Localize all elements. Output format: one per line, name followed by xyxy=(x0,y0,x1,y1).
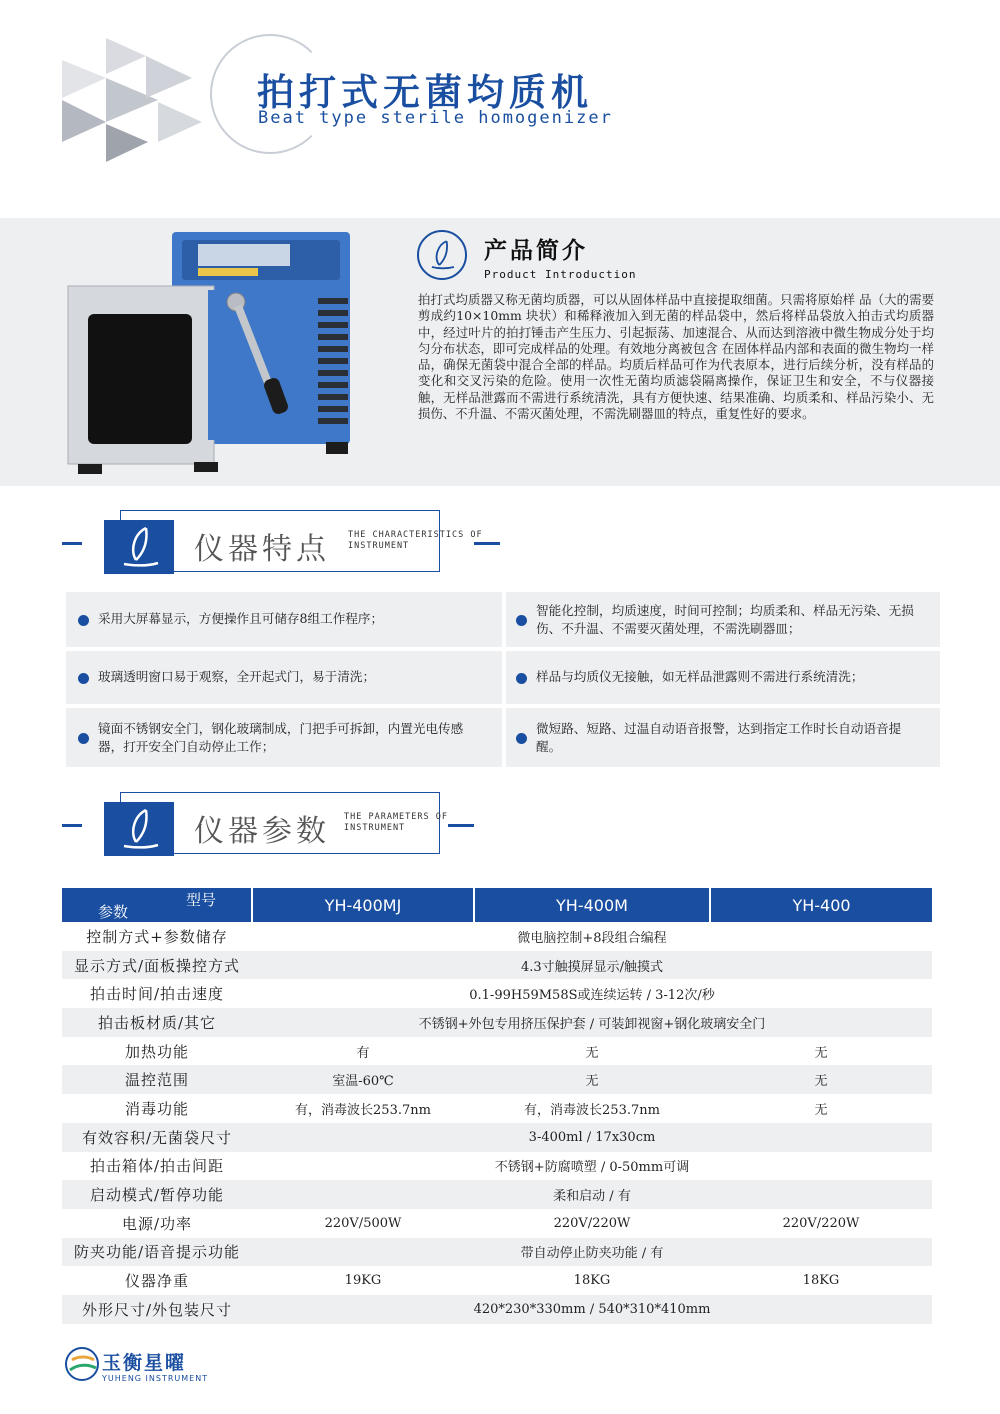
param-label: 拍击箱体/拍击间距 xyxy=(89,1157,225,1176)
param-value-merged: 0.1-99H59M58S或连续运转 / 3-12次/秒 xyxy=(469,988,715,1004)
param-value: 220V/220W xyxy=(553,1215,631,1231)
table-row xyxy=(62,1266,932,1295)
intro-text: 拍打式均质器又称无菌均质器，可以从固体样品中直接提取细菌。只需将原始样 品（大的需要剪成约10×10mm 块状）和稀释液加入到无菌的样品袋中，然后将样品袋放入拍击式均质器中，经过叶片的拍打锤击产生压力、引起振荡、加速混合、从而达到溶液中微生物成分处于均匀分布状态，即可完成样品的处理。有效地分离被包含 在固体样品内部和表面的微生物均一样品，确保无菌袋中混合全部的样品。均质后样品可作为代表原本，进行后续分析，没有样品的变化和交叉污染的危险。使用一次性无菌均质滤袋隔离操作，保证卫生和安全，不与仪器接触，无样品泄露而不需进行系统清洗，具有方便快速、结果准确、均质柔和、样品污染小、无损伤、不升温、不需灭菌处理，不需洗刷器皿的特点，重复性好的要求。 xyxy=(418,292,934,422)
param-label: 启动模式/暂停功能 xyxy=(62,1180,252,1209)
section-line-left xyxy=(62,542,82,545)
param-label: 拍击时间/拍击速度 xyxy=(89,985,225,1004)
param-value: 18KG xyxy=(573,1273,611,1289)
param-value-merged: 3-400ml / 17x30cm xyxy=(252,1123,932,1152)
param-label: 外形尺寸/外包装尺寸 xyxy=(62,1295,252,1324)
brand-name: 玉衡星曜 xyxy=(102,1352,187,1374)
brand-name-en: YUHENG INSTRUMENT xyxy=(102,1374,209,1383)
bullet-icon xyxy=(516,673,527,684)
divider xyxy=(502,592,506,767)
table-row xyxy=(62,951,932,980)
table-row xyxy=(62,1180,932,1209)
header-triangle-decoration xyxy=(62,38,212,162)
model-header: YH-400 xyxy=(710,888,932,922)
divider xyxy=(66,704,940,708)
param-value: 220V/220W xyxy=(782,1215,860,1231)
table-row xyxy=(62,1123,932,1152)
feature-item: 智能化控制，均质速度，时间可控制；均质柔和、样品无污染、无损伤、不升温、不需要灭菌处理，不需洗刷器皿； xyxy=(536,603,914,636)
param-label: 温控范围 xyxy=(62,1065,252,1094)
section-line-right xyxy=(448,824,474,827)
param-label: 控制方式+参数储存 xyxy=(86,927,228,946)
params-table xyxy=(62,888,932,1324)
param-value: 无 xyxy=(814,1102,828,1118)
model-header: YH-400M xyxy=(474,888,710,922)
param-value: 220V/500W xyxy=(324,1215,402,1231)
divider xyxy=(66,647,940,651)
product-image xyxy=(64,228,364,478)
params-title: 仪器参数 xyxy=(192,806,332,850)
intro-subtitle: Product Introduction xyxy=(484,268,637,281)
section-icon-box xyxy=(104,520,174,574)
feature-item: 玻璃透明窗口易于观察，全开起式门，易于清洗； xyxy=(98,669,376,684)
table-header-row xyxy=(62,888,932,922)
param-value-merged: 带自动停止防夹功能 / 有 xyxy=(252,1238,932,1267)
table-corner-cell: 型号 参数 xyxy=(62,888,252,922)
param-label: 消毒功能 xyxy=(124,1099,189,1118)
table-body xyxy=(62,922,932,1324)
bullet-icon xyxy=(516,615,527,626)
features-title: 仪器特点 xyxy=(192,524,332,568)
param-value-merged: 不锈钢+外包专用挤压保护套 / 可装卸视窗+钢化玻璃安全门 xyxy=(252,1008,932,1037)
param-value: 19KG xyxy=(344,1273,382,1289)
param-value: 无 xyxy=(585,1045,599,1061)
param-value: 无 xyxy=(474,1065,710,1094)
page-subtitle: Beat type sterile homogenizer xyxy=(258,108,613,128)
feature-item: 采用大屏幕显示，方便操作且可储存8组工作程序； xyxy=(98,611,384,626)
table-row xyxy=(62,1008,932,1037)
param-value: 无 xyxy=(710,1065,932,1094)
param-value-merged: 柔和启动 / 有 xyxy=(252,1180,932,1209)
bullet-icon xyxy=(78,673,89,684)
param-value: 有 xyxy=(356,1045,370,1061)
table-row xyxy=(62,1037,932,1066)
section-line-left xyxy=(62,824,82,827)
features-section-header xyxy=(62,510,502,580)
bullet-icon xyxy=(78,733,89,744)
quill-icon xyxy=(417,230,467,280)
param-value: 室温-60℃ xyxy=(252,1065,474,1094)
params-title-en: THE PARAMETERS OF INSTRUMENT xyxy=(344,812,448,833)
param-label: 有效容积/无菌袋尺寸 xyxy=(62,1123,252,1152)
section-line-right xyxy=(474,542,500,545)
param-value-merged: 420*230*330mm / 540*310*410mm xyxy=(252,1295,932,1324)
feature-item: 镜面不锈钢安全门，钢化玻璃制成，门把手可拆卸，内置光电传感器，打开安全门自动停止工作； xyxy=(98,721,464,754)
param-value: 无 xyxy=(814,1045,828,1061)
param-value-merged: 不锈钢+防腐喷塑 / 0-50mm可调 xyxy=(494,1160,690,1176)
param-label: 拍击板材质/其它 xyxy=(62,1008,252,1037)
table-row xyxy=(62,1238,932,1267)
table-row xyxy=(62,979,932,1008)
bullet-icon xyxy=(516,733,527,744)
brand-logo-icon xyxy=(64,1346,100,1382)
param-value: 有，消毒波长253.7nm xyxy=(295,1102,431,1118)
intro-title: 产品简介 xyxy=(484,238,588,264)
table-row xyxy=(62,1295,932,1324)
bullet-icon xyxy=(78,615,89,626)
table-row xyxy=(62,1209,932,1238)
section-icon-box xyxy=(104,802,174,856)
table-row xyxy=(62,1152,932,1181)
param-value: 18KG xyxy=(802,1273,840,1289)
param-value: 有，消毒波长253.7nm xyxy=(524,1102,660,1118)
param-value-merged: 4.3寸触摸屏显示/触摸式 xyxy=(252,951,932,980)
features-grid xyxy=(66,592,940,767)
params-section-header xyxy=(62,792,502,862)
table-row xyxy=(62,1094,932,1123)
model-header: YH-400MJ xyxy=(252,888,474,922)
param-label: 仪器净重 xyxy=(124,1272,189,1291)
param-label: 加热功能 xyxy=(124,1042,189,1061)
features-title-en: THE CHARACTERISTICS OF INSTRUMENT xyxy=(348,530,483,551)
feature-item: 样品与均质仪无接触，如无样品泄露则不需进行系统清洗； xyxy=(536,669,864,684)
page-title: 拍打式无菌均质机 xyxy=(257,71,593,114)
param-label: 防夹功能/语音提示功能 xyxy=(62,1238,252,1267)
param-value-merged: 微电脑控制+8段组合编程 xyxy=(517,930,667,946)
param-label: 电源/功率 xyxy=(121,1214,193,1233)
param-label: 显示方式/面板操控方式 xyxy=(62,951,252,980)
feature-item: 微短路、短路、过温自动语音报警，达到指定工作时长自动语音提醒。 xyxy=(536,721,902,754)
table-row xyxy=(62,922,932,951)
table-row xyxy=(62,1065,932,1094)
